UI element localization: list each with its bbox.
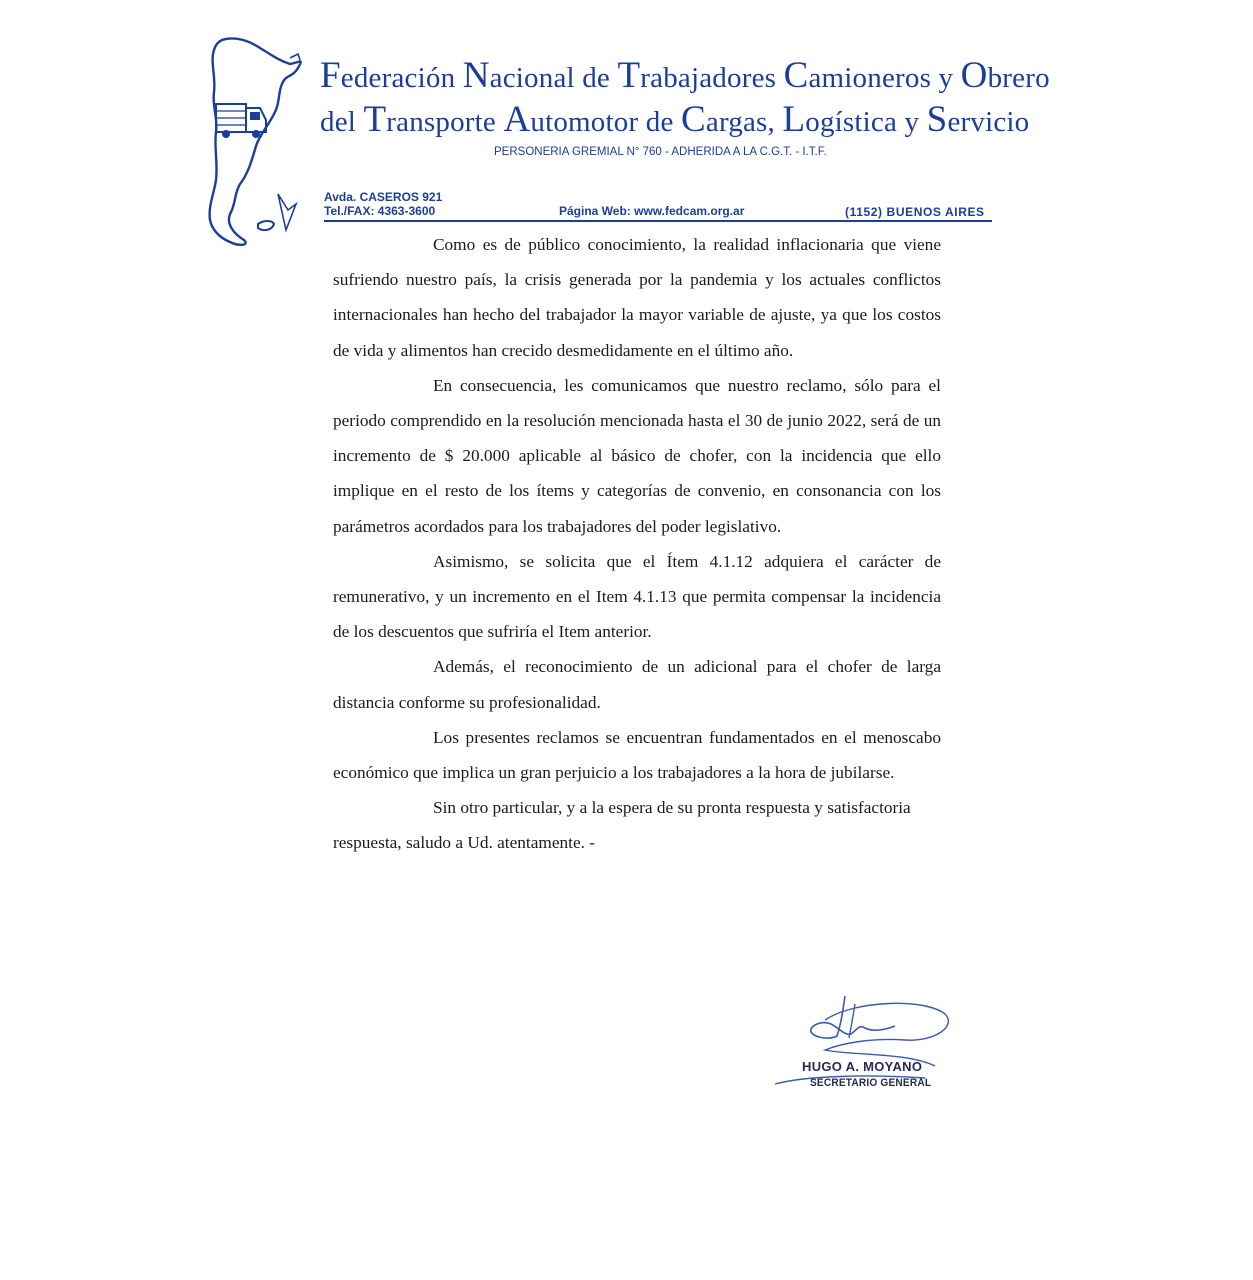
title-word: ogística y (805, 106, 927, 138)
paragraph: Asimismo, se solicita que el Ítem 4.1.12 adquiera el carácter de remunerativo, y un incremento en el Item 4.1.13 que permita compensar la incidencia de los descuentos que sufriría el Item anterior. (333, 551, 941, 642)
title-initial: L (782, 99, 806, 140)
title-initial: C (680, 99, 706, 140)
title-word: amioneros y (808, 62, 961, 94)
personeria-gremial: PERSONERIA GREMIAL N° 760 - ADHERIDA A LA C.G.T. - I.T.F. (494, 146, 827, 158)
title-word: utomotor de (530, 106, 681, 138)
title-word: ervicio (947, 106, 1030, 138)
federation-title-line-2 (320, 99, 1030, 140)
tel-fax: Tel./FAX: 4363-3600 (324, 204, 436, 218)
paragraph: Sin otro particular, y a la espera de su pronta respuesta y satisfactoria respuesta, saludo a Ud. atentamente. - (333, 798, 911, 853)
title-initial: N (462, 55, 490, 96)
signatory-name: HUGO A. MOYANO (802, 1059, 923, 1074)
title-word: del (320, 106, 364, 138)
paragraph: Además, el reconocimiento de un adicional para el chofer de larga distancia conforme su profesionalidad. (333, 657, 941, 712)
paragraph: Como es de público conocimiento, la realidad inflacionaria que viene sufriendo nuestro país, la crisis generada por la pandemia y los actuales conflictos internacionales han hecho del trabajador la mayor variable de ajuste, ya que los costos de vida y alimentos han crecido desmedidamente en el último año. (333, 235, 941, 360)
title-word: argas, (705, 106, 783, 138)
paragraph: En consecuencia, les comunicamos que nuestro reclamo, sólo para el periodo comprendido en la resolución mencionada hasta el 30 de junio 2022, será de un incremento de $ 20.000 aplicable al básico de chofer, con la incidencia que ello implique en el resto de los ítems y categorías de convenio, en consonancia con los parámetros acordados para los trabajadores del poder legislativo. (333, 375, 941, 536)
title-initial: T (617, 55, 641, 96)
address: Avda. CASEROS 921 (324, 190, 443, 204)
title-word: acional de (489, 62, 618, 94)
title-word: rabajadores (640, 62, 784, 94)
website: Página Web: www.fedcam.org.ar (559, 204, 745, 218)
title-word: ransporte (386, 106, 504, 138)
signatory-role: SECRETARIO GENERAL (810, 1077, 932, 1089)
title-initial: F (320, 55, 341, 96)
paragraph: Los presentes reclamos se encuentran fundamentados en el menoscabo económico que implica un gran perjuicio a los trabajadores a la hora de jubilarse. (333, 727, 941, 783)
handwritten-signature (765, 990, 955, 1090)
title-word: brero (987, 62, 1050, 94)
letterhead-divider (324, 220, 992, 222)
title-word: ederación (340, 62, 463, 94)
title-initial: O (960, 55, 988, 96)
letter-body (333, 227, 941, 861)
city: (1152) BUENOS AIRES (845, 205, 985, 219)
title-initial: S (926, 99, 948, 140)
title-initial: C (783, 55, 809, 96)
title-initial: A (503, 99, 531, 140)
argentina-map-truck-icon (200, 34, 310, 250)
title-initial: T (363, 99, 387, 140)
federation-title-line-1 (320, 55, 1050, 96)
